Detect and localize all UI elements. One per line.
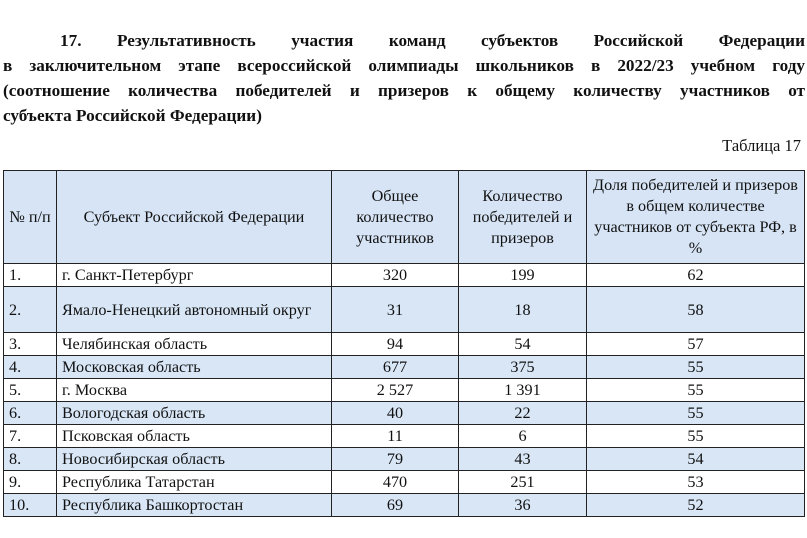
table-header-row	[4, 171, 805, 264]
row-total: 2 527	[332, 379, 459, 402]
row-winners: 43	[459, 448, 587, 471]
row-winners: 251	[459, 471, 587, 494]
row-region: Ямало-Ненецкий автономный округ	[57, 287, 332, 333]
table-row	[4, 448, 805, 471]
table-row	[4, 471, 805, 494]
title-line-1: 17. Результативность участия команд субъектов Российской Федерации	[60, 31, 805, 50]
row-share: 55	[587, 425, 805, 448]
table-label: Таблица 17	[722, 136, 801, 155]
row-number: 5.	[4, 379, 57, 402]
header-number: № п/п	[4, 171, 57, 264]
row-share: 55	[587, 356, 805, 379]
row-total: 79	[332, 448, 459, 471]
row-region: Псковская область	[57, 425, 332, 448]
row-winners: 199	[459, 264, 587, 287]
row-share: 58	[587, 287, 805, 333]
header-share: Доля победителей и призеров в общем количестве участников от субъекта РФ, в %	[587, 171, 805, 264]
row-total: 94	[332, 333, 459, 356]
row-share: 62	[587, 264, 805, 287]
table-row	[4, 287, 805, 333]
row-total: 69	[332, 494, 459, 517]
table-row	[4, 494, 805, 517]
table-row	[4, 379, 805, 402]
row-number: 2.	[4, 287, 57, 333]
row-winners: 1 391	[459, 379, 587, 402]
title-line-2: в заключительном этапе всероссийской олимпиады школьников в 2022/23 учебном году	[3, 56, 805, 75]
table-row	[4, 356, 805, 379]
row-region: Республика Башкортостан	[57, 494, 332, 517]
row-winners: 22	[459, 402, 587, 425]
row-total: 40	[332, 402, 459, 425]
row-number: 8.	[4, 448, 57, 471]
row-share: 54	[587, 448, 805, 471]
row-share: 52	[587, 494, 805, 517]
row-region: г. Санкт-Петербург	[57, 264, 332, 287]
row-winners: 18	[459, 287, 587, 333]
row-region: Челябинская область	[57, 333, 332, 356]
row-region: Вологодская область	[57, 402, 332, 425]
row-winners: 375	[459, 356, 587, 379]
document-title	[3, 28, 805, 128]
header-winners: Количество победителей и призеров	[459, 171, 587, 264]
title-line-4: субъекта Российской Федерации)	[3, 106, 262, 125]
table-row	[4, 402, 805, 425]
table-row	[4, 425, 805, 448]
row-total: 470	[332, 471, 459, 494]
row-number: 7.	[4, 425, 57, 448]
header-total: Общее количество участников	[332, 171, 459, 264]
results-table	[3, 170, 805, 517]
row-total: 677	[332, 356, 459, 379]
row-number: 3.	[4, 333, 57, 356]
row-number: 9.	[4, 471, 57, 494]
row-winners: 36	[459, 494, 587, 517]
title-line-3: (соотношение количества победителей и призеров к общему количеству участников от	[3, 81, 805, 100]
row-region: Новосибирская область	[57, 448, 332, 471]
row-total: 11	[332, 425, 459, 448]
row-share: 55	[587, 379, 805, 402]
row-share: 53	[587, 471, 805, 494]
row-total: 320	[332, 264, 459, 287]
row-share: 57	[587, 333, 805, 356]
row-number: 1.	[4, 264, 57, 287]
table-row	[4, 333, 805, 356]
row-number: 10.	[4, 494, 57, 517]
row-region: г. Москва	[57, 379, 332, 402]
row-number: 4.	[4, 356, 57, 379]
row-winners: 54	[459, 333, 587, 356]
row-share: 55	[587, 402, 805, 425]
row-region: Республика Татарстан	[57, 471, 332, 494]
table-row	[4, 264, 805, 287]
row-region: Московская область	[57, 356, 332, 379]
row-winners: 6	[459, 425, 587, 448]
row-total: 31	[332, 287, 459, 333]
row-number: 6.	[4, 402, 57, 425]
header-region: Субъект Российской Федерации	[57, 171, 332, 264]
